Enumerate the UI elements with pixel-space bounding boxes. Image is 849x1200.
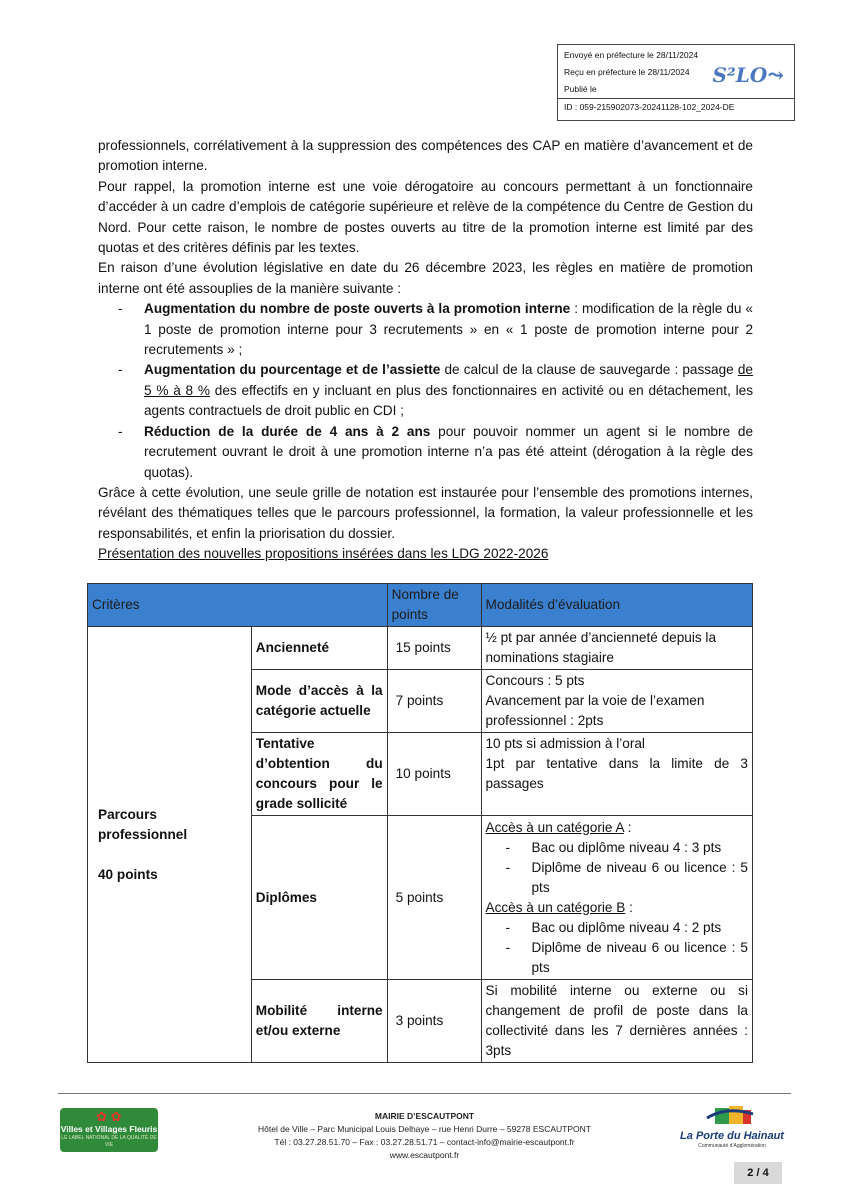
criterion-points: 7 points bbox=[387, 670, 481, 733]
list-item: - Augmentation du pourcentage et de l’assiette de calcul de la clause de sauvegarde : passage de 5 % à 8 % des effectifs en y incluant en plus des fonctionnaires en activité ou en détachement, les agents contractuels de droit public en CDI ; bbox=[118, 362, 753, 419]
hainaut-mark-icon bbox=[697, 1104, 767, 1130]
criterion-name: Mode d’accès à la catégorie actuelle bbox=[251, 670, 387, 733]
criterion-modalites: Accès à un catégorie A : - Bac ou diplôme niveau 4 : 3 pts - Diplôme de niveau 6 ou licence : 5 pts Accès à un catégorie B : - Bac ou diplôme niveau 4 : 2 pts - Diplôme de niveau 6 ou licence : 5 pts bbox=[481, 816, 753, 980]
stamp-received: Reçu en préfecture le 28/11/2024 bbox=[564, 67, 690, 77]
list-item: - Bac ou diplôme niveau 4 : 2 pts bbox=[505, 919, 722, 935]
signature-mark-icon: S²LO⤳ bbox=[712, 63, 784, 87]
stamp-sent: Envoyé en préfecture le 28/11/2024 bbox=[564, 50, 699, 60]
footer-contact-line: Tél : 03.27.28.51.70 – Fax : 03.27.28.51.71 – contact-info@mairie-escautpont.fr bbox=[274, 1137, 575, 1147]
section-heading: Présentation des nouvelles propositions insérées dans les LDG 2022-2026 bbox=[98, 546, 549, 562]
list-item: - Diplôme de niveau 6 ou licence : 5 pts bbox=[505, 939, 748, 975]
criterion-name: Ancienneté bbox=[251, 627, 387, 670]
footer-address bbox=[200, 1110, 649, 1162]
paragraph-evolution: En raison d’une évolution législative en date du 26 décembre 2023, les règles en matière de promotion interne ont été assouplies de la manière suivante : bbox=[98, 260, 753, 296]
list-item: - Diplôme de niveau 6 ou licence : 5 pts bbox=[505, 859, 748, 895]
page-number: 2 / 4 bbox=[734, 1162, 782, 1184]
criterion-modalites: ½ pt par année d’ancienneté depuis la nominations stagiaire bbox=[481, 627, 753, 670]
criterion-points: 15 points bbox=[387, 627, 481, 670]
list-item: - Réduction de la durée de 4 ans à 2 ans pour pouvoir nommer un agent si le nombre de recrutement ouvrant le droit à une promotion interne n’a pas été atteint (dérogation à la règle des quotas). bbox=[118, 423, 754, 480]
stamp-id: ID : 059-215902073-20241128-102_2024-DE bbox=[558, 98, 794, 116]
header-points: Nombre de points bbox=[387, 584, 481, 627]
criterion-modalites: Si mobilité interne ou externe ou si changement de profil de poste dans la collectivité dans les 7 dernières années : 3pts bbox=[481, 980, 753, 1063]
paragraph-intro: professionnels, corrélativement à la suppression des compétences des CAP en matière d’avancement et de promotion interne. bbox=[98, 138, 753, 174]
criterion-name: Tentative d’obtention du concours pour le grade sollicité bbox=[251, 733, 387, 816]
criterion-modalites: Concours : 5 pts Avancement par la voie de l’examen professionnel : 2pts bbox=[481, 670, 753, 733]
footer-title: MAIRIE D’ESCAUTPONT bbox=[374, 1111, 475, 1121]
footer-website: www.escautpont.fr bbox=[389, 1150, 460, 1160]
table-row bbox=[88, 627, 753, 670]
prefecture-stamp bbox=[557, 44, 795, 121]
evolution-list bbox=[98, 299, 753, 483]
criterion-name: Mobilité interne et/ou externe bbox=[251, 980, 387, 1063]
criterion-points: 10 points bbox=[387, 733, 481, 816]
footer-divider bbox=[58, 1093, 791, 1094]
header-criteres: Critères bbox=[88, 584, 388, 627]
criterion-name: Diplômes bbox=[251, 816, 387, 980]
criterion-points: 5 points bbox=[387, 816, 481, 980]
paragraph-rappel: Pour rappel, la promotion interne est une voie dérogatoire au concours permettant à un fonctionnaire d’accéder à un cadre d’emplois de catégorie supérieure et relève de la compétence du Centre de Gestion du Nord. Pour cette raison, le nombre de postes ouverts au titre de la promotion interne est limité par des quotas et des critères définis par les textes. bbox=[98, 178, 753, 256]
list-item: - Augmentation du nombre de poste ouverts à la promotion interne : modification de la règle du « 1 poste de promotion interne pour 3 recrutements » en « 1 poste de promotion interne pour 2 recrutements » ; bbox=[118, 301, 753, 358]
porte-du-hainaut-logo: La Porte du Hainaut Communauté d’Agglomération bbox=[672, 1104, 792, 1154]
criterion-points: 3 points bbox=[387, 980, 481, 1063]
document-body bbox=[98, 136, 753, 565]
header-modalites: Modalités d’évaluation bbox=[481, 584, 753, 627]
table-header-row bbox=[88, 584, 753, 627]
flower-icon: ✿ ✿ bbox=[96, 1109, 122, 1124]
paragraph-grille: Grâce à cette évolution, une seule grille de notation est instaurée pour l’ensemble des promotions internes, révélant des thématiques telles que le parcours professionnel, la formation, la valeur professionnelle et les responsabilités, et enfin la priorisation du dossier. bbox=[98, 484, 753, 541]
ldg-criteria-table bbox=[87, 583, 753, 1063]
group-parcours: Parcours professionnel 40 points bbox=[88, 627, 252, 1063]
stamp-published: Publié le bbox=[564, 84, 597, 94]
criterion-modalites: 10 pts si admission à l’oral 1pt par tentative dans la limite de 3 passages bbox=[481, 733, 753, 816]
footer-address-line: Hôtel de Ville – Parc Municipal Louis Delhaye – rue Henri Durre – 59278 ESCAUTPONT bbox=[258, 1124, 591, 1134]
list-item: - Bac ou diplôme niveau 4 : 3 pts bbox=[505, 839, 722, 855]
villes-villages-fleuris-logo: ✿ ✿ Villes et Villages Fleuris LE LABEL NATIONAL DE LA QUALITÉ DE VIE bbox=[60, 1108, 158, 1152]
